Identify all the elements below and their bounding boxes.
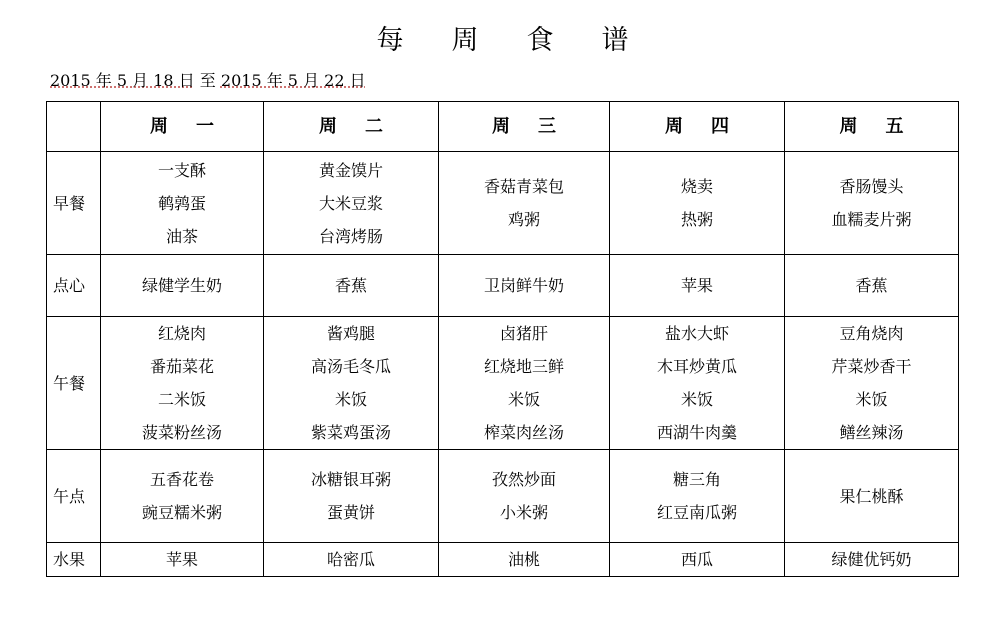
- menu-item: 二米饭: [157, 390, 206, 409]
- column-header: 周一: [101, 102, 264, 152]
- date-end: 2015 年 5 月 22 日: [220, 71, 366, 90]
- menu-cell: [101, 317, 264, 450]
- date-range: [50, 68, 366, 91]
- page-title: 每周食谱: [376, 25, 677, 56]
- menu-item: 番茄菜花: [149, 357, 214, 376]
- menu-item: 鸡粥: [507, 210, 540, 229]
- menu-item: 酱鸡腿: [326, 324, 375, 343]
- menu-item: 蛋黄饼: [326, 503, 375, 522]
- menu-item: 西湖牛肉羹: [656, 423, 737, 442]
- menu-item: 鳝丝辣汤: [839, 423, 904, 442]
- menu-item: 香肠馒头: [839, 177, 904, 196]
- menu-item: 卤猪肝: [499, 324, 548, 343]
- menu-cell: [785, 450, 959, 543]
- menu-cell: [439, 317, 610, 450]
- menu-item: 黄金馍片: [318, 160, 383, 180]
- menu-item: 米饭: [855, 390, 888, 409]
- menu-item: 果仁桃酥: [839, 486, 904, 506]
- table-row: [47, 450, 959, 543]
- menu-item: 香蕉: [855, 276, 888, 295]
- menu-item: 糖三角: [672, 470, 721, 489]
- menu-item: 榨菜肉丝汤: [483, 423, 564, 442]
- menu-item: 热粥: [680, 210, 713, 229]
- column-header: 周四: [610, 102, 785, 152]
- menu-item: 盐水大虾: [664, 324, 729, 343]
- menu-cell: [610, 543, 785, 577]
- menu-cell: [264, 317, 439, 450]
- menu-item: 鹌鹑蛋: [157, 193, 206, 213]
- corner-cell: [47, 102, 101, 152]
- table-row: [47, 255, 959, 317]
- menu-cell: [610, 152, 785, 255]
- column-header: 周三: [439, 102, 610, 152]
- menu-item: 五香花卷: [149, 470, 214, 489]
- menu-item: 豆角烧肉: [839, 324, 904, 343]
- menu-item: 木耳炒黄瓜: [656, 357, 737, 376]
- menu-cell: [785, 317, 959, 450]
- menu-cell: [264, 152, 439, 255]
- menu-item: 香蕉: [334, 276, 367, 295]
- menu-item: 菠菜粉丝汤: [141, 423, 222, 442]
- menu-item: 苹果: [165, 550, 198, 569]
- menu-item: 小米粥: [499, 503, 548, 522]
- menu-cell: [610, 317, 785, 450]
- menu-item: 台湾烤肠: [318, 226, 383, 246]
- menu-cell: [264, 543, 439, 577]
- column-header: 周五: [785, 102, 959, 152]
- menu-item: 米饭: [334, 390, 367, 409]
- menu-item: 红烧肉: [157, 324, 206, 343]
- menu-cell: [439, 450, 610, 543]
- menu-cell: [439, 543, 610, 577]
- column-header: 周二: [264, 102, 439, 152]
- table-row: [47, 317, 959, 450]
- menu-item: 油桃: [507, 550, 540, 569]
- menu-item: 一支酥: [157, 160, 206, 180]
- menu-cell: [439, 152, 610, 255]
- menu-cell: [610, 450, 785, 543]
- menu-cell: [610, 255, 785, 317]
- menu-item: 芹菜炒香干: [831, 357, 912, 376]
- menu-item: 烧卖: [680, 177, 713, 196]
- menu-item: 高汤毛冬瓜: [310, 357, 391, 376]
- menu-item: 哈密瓜: [326, 550, 375, 569]
- menu-item: 豌豆糯米粥: [141, 503, 222, 522]
- menu-item: 香菇青菜包: [483, 177, 564, 196]
- menu-table: [46, 101, 959, 577]
- menu-item: 卫岗鲜牛奶: [483, 276, 564, 295]
- menu-item: 大米豆浆: [318, 193, 383, 213]
- table-row: [47, 152, 959, 255]
- row-label: 午餐: [47, 317, 101, 450]
- menu-cell: [101, 543, 264, 577]
- menu-cell: [101, 255, 264, 317]
- menu-item: 孜然炒面: [491, 470, 556, 489]
- row-label: 点心: [47, 255, 101, 317]
- menu-cell: [785, 255, 959, 317]
- menu-item: 绿健学生奶: [141, 276, 222, 295]
- menu-item: 血糯麦片粥: [831, 210, 912, 229]
- menu-item: 红豆南瓜粥: [656, 503, 737, 522]
- menu-cell: [264, 255, 439, 317]
- menu-item: 米饭: [680, 390, 713, 409]
- menu-item: 冰糖银耳粥: [310, 470, 391, 489]
- menu-item: 米饭: [507, 390, 540, 409]
- menu-item: 西瓜: [680, 550, 713, 569]
- menu-item: 苹果: [680, 276, 713, 295]
- menu-item: 红烧地三鲜: [483, 357, 564, 376]
- menu-item: 油茶: [165, 226, 198, 246]
- date-separator: 至: [199, 71, 216, 90]
- menu-cell: [785, 543, 959, 577]
- menu-item: 紫菜鸡蛋汤: [310, 423, 391, 442]
- menu-cell: [439, 255, 610, 317]
- menu-cell: [101, 152, 264, 255]
- row-label: 早餐: [47, 152, 101, 255]
- date-start: 2015 年 5 月 18 日: [50, 71, 195, 90]
- header-row: [47, 102, 959, 152]
- menu-cell: [264, 450, 439, 543]
- menu-cell: [101, 450, 264, 543]
- row-label: 水果: [47, 543, 101, 577]
- menu-item: 绿健优钙奶: [831, 550, 912, 569]
- menu-cell: [785, 152, 959, 255]
- row-label: 午点: [47, 450, 101, 543]
- table-row: [47, 543, 959, 577]
